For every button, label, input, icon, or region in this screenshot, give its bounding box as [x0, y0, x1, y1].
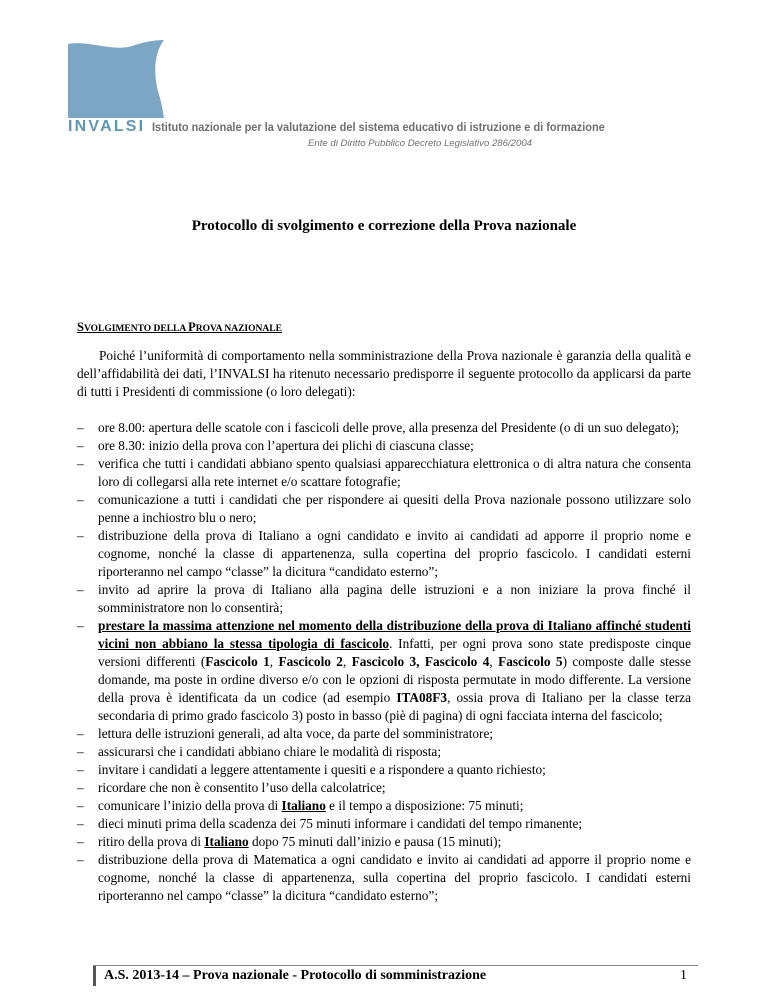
brand-name: INVALSI — [68, 118, 146, 135]
item-text: . Infatti, per ogni prova sono state predisposte cinque versioni differenti ( — [98, 636, 691, 669]
list-item: – invitare i candidati a leggere attentamente i quesiti e a rispondere a quanto richiesto; — [77, 761, 691, 779]
list-item: – distribuzione della prova di Italiano a ogni candidato e invito ai candidati ad apporre il proprio nome e cognome, nonché la classe di appartenenza, sulla copertina del proprio fascicolo. I candidati esterni riporteranno nel campo “classe” la dicitura “candidato esterno”; — [77, 527, 691, 581]
item-text: e il tempo a disposizione: 75 minuti; — [325, 798, 524, 813]
attention-note: prestare la massima attenzione nel momento della distribuzione della prova di Italiano affinché studenti vicini non abbiano la stessa tipologia di fascicolo — [98, 618, 691, 651]
section-rest-1: VOLGIMENTO DELLA — [83, 324, 189, 334]
subject-italiano: Italiano — [204, 834, 249, 849]
intro-paragraph: Poiché l’uniformità di comportamento nella somministrazione della Prova nazionale è garanzia della qualità e dell’affidabilità dei dati, l’INVALSI ha ritenuto necessario predisporre il seguente protocollo da applicarsi da parte di tutti i Presidenti di commissione (o loro delegati): — [77, 348, 691, 399]
list-item: – dieci minuti prima della scadenza dei 75 minuti informare i candidati del tempo rimanente; — [77, 815, 691, 833]
list-item — [77, 833, 691, 851]
fascicolo-label: Fascicolo 1 — [205, 654, 270, 669]
item-text: , ossia prova di Italiano per la classe terza secondaria di primo grado fascicolo 3) posto in basso (piè di pagina) di ogni facciata interna del fascicolo; — [98, 690, 691, 723]
item-text: , — [342, 654, 352, 669]
section-rest-2: ROVA NAZIONALE — [195, 324, 282, 334]
fascicolo-label: Fascicolo 2 — [278, 654, 343, 669]
list-item — [77, 617, 691, 725]
list-item: – invito ad aprire la prova di Italiano alla pagina delle istruzioni e a non iniziare la prova finché il somministratore non lo consentirà; — [77, 581, 691, 617]
list-item: – ore 8.00: apertura delle scatole con i fascicoli delle prove, alla presenza del Presidente (o di un suo delegato); — [77, 419, 691, 437]
footer-bar — [93, 966, 96, 986]
list-item: – distribuzione della prova di Matematica a ogni candidato e invito ai candidati ad apporre il proprio nome e cognome, nonché la classe di appartenenza, sulla copertina del proprio fascicolo. I candidati esterni riporteranno nel campo “classe” la dicitura “candidato esterno”; — [77, 851, 691, 905]
item-text: , — [489, 654, 499, 669]
item-text: dopo 75 minuti dall’inizio e pausa (15 minuti); — [248, 834, 502, 849]
section-cap-s: S — [77, 320, 84, 334]
section-heading — [77, 320, 282, 335]
list-item: – comunicazione a tutti i candidati che per rispondere ai quesiti della Prova nazionale possono utilizzare solo penne a inchiostro blu o nero; — [77, 491, 691, 527]
protocol-list — [77, 419, 691, 905]
fascicolo-label: Fascicolo 5 — [498, 654, 563, 669]
footer-divider — [93, 965, 698, 966]
institute-name: Istituto nazionale per la valutazione del sistema educativo di istruzione e di formazione — [152, 120, 606, 134]
footer-text: A.S. 2013-14 – Prova nazionale - Protocollo di somministrazione — [104, 968, 487, 983]
fascicolo-label: Fascicolo 3, Fascicolo 4 — [351, 654, 490, 669]
ente-subtitle: Ente di Diritto Pubblico Decreto Legislativo 286/2004 — [308, 138, 532, 149]
item-text: comunicare l’inizio della prova di — [98, 798, 282, 813]
subject-italiano: Italiano — [281, 798, 326, 813]
section-cap-p: P — [188, 320, 196, 334]
invalsi-logo-icon — [68, 40, 164, 118]
list-item: – lettura delle istruzioni generali, ad alta voce, da parte del somministratore; — [77, 725, 691, 743]
item-text: ritiro della prova di — [98, 834, 205, 849]
list-item: – ore 8.30: inizio della prova con l’apertura dei plichi di ciascuna classe; — [77, 437, 691, 455]
header-brand-row — [68, 118, 664, 136]
item-text: ) composte dalle stesse domande, ma poste in ordine diverso e/o con le opzioni di risposta permutate in modo differente. La versione della prova è identificata da un codice (ad esempio — [98, 654, 691, 705]
item-text: , — [269, 654, 279, 669]
page-number: 1 — [680, 968, 687, 983]
list-item: – verifica che tutti i candidati abbiano spento qualsiasi apparecchiatura elettronica o di altra natura che consenta loro di collegarsi alla rete internet e/o scattare fotografie; — [77, 455, 691, 491]
code-example: ITA08F3 — [396, 690, 448, 705]
list-item — [77, 797, 691, 815]
document-title: Protocollo di svolgimento e correzione della Prova nazionale — [191, 218, 577, 234]
list-item: – assicurarsi che i candidati abbiano chiare le modalità di risposta; — [77, 743, 691, 761]
list-item: – ricordare che non è consentito l’uso della calcolatrice; — [77, 779, 691, 797]
